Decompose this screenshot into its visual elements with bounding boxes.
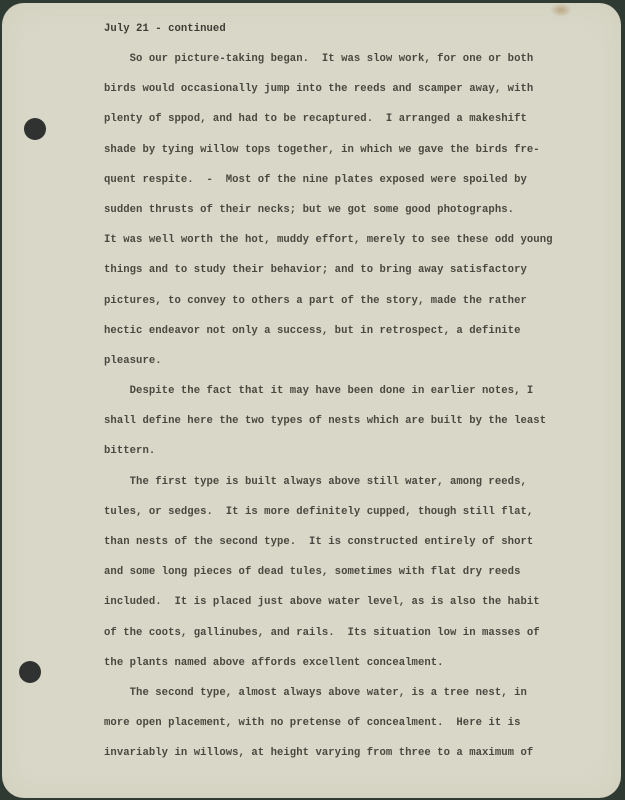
page-text <box>104 16 604 769</box>
text-line: shade by tying willow tops together, in which we gave the birds fre- <box>104 143 540 156</box>
text-line: The second type, almost always above water, is a tree nest, in <box>104 686 527 699</box>
punch-hole-bottom <box>19 661 41 683</box>
text-line: birds would occasionally jump into the reeds and scamper away, with <box>104 83 534 96</box>
text-line: of the coots, gallinubes, and rails. Its situation low in masses of <box>104 626 540 639</box>
punch-hole-top <box>24 118 46 140</box>
text-line: than nests of the second type. It is constructed entirely of short <box>104 536 534 548</box>
text-line: The first type is built always above still water, among reeds, <box>104 475 527 488</box>
paragraph-3 <box>104 467 604 678</box>
text-line: and some long pieces of dead tules, sometimes with flat dry reeds <box>104 566 521 579</box>
paragraph-2 <box>104 376 604 467</box>
text-line: It was well worth the hot, muddy effort, merely to see these odd young <box>104 234 553 247</box>
text-line: pictures, to convey to others a part of the story, made the rather <box>104 294 527 307</box>
text-line: bittern. <box>104 445 156 458</box>
text-line: quent respite. - Most of the nine plates exposed were spoiled by <box>104 173 527 186</box>
text-line: hectic endeavor not only a success, but in retrospect, a definite <box>104 324 521 337</box>
paragraph-1 <box>104 44 604 376</box>
text-line: plenty of sppod, and had to be recaptured. I arranged a makeshift <box>104 113 527 126</box>
text-line: Despite the fact that it may have been done in earlier notes, I <box>104 385 534 398</box>
stain-mark <box>550 3 572 17</box>
text-line: sudden thrusts of their necks; but we got some good photographs. <box>104 203 515 216</box>
text-line: the plants named above affords excellent concealment. <box>104 656 444 669</box>
typewritten-page <box>2 3 621 798</box>
text-line: things and to study their behavior; and to bring away satisfactory <box>104 264 527 277</box>
paragraph-4 <box>104 678 604 769</box>
text-line: shall define here the two types of nests which are built by the least <box>104 415 547 428</box>
text-line: pleasure. <box>104 354 162 367</box>
text-line: So our picture-taking began. It was slow work, for one or both <box>104 53 534 65</box>
text-line: tules, or sedges. It is more definitely cupped, though still flat, <box>104 505 534 518</box>
text-line: included. It is placed just above water level, as is also the habit <box>104 596 540 609</box>
text-line: invariably in willows, at height varying from three to a maximum of <box>104 747 534 760</box>
text-line: more open placement, with no pretense of concealment. Here it is <box>104 717 521 730</box>
page-heading: July 21 - continued <box>104 23 226 35</box>
